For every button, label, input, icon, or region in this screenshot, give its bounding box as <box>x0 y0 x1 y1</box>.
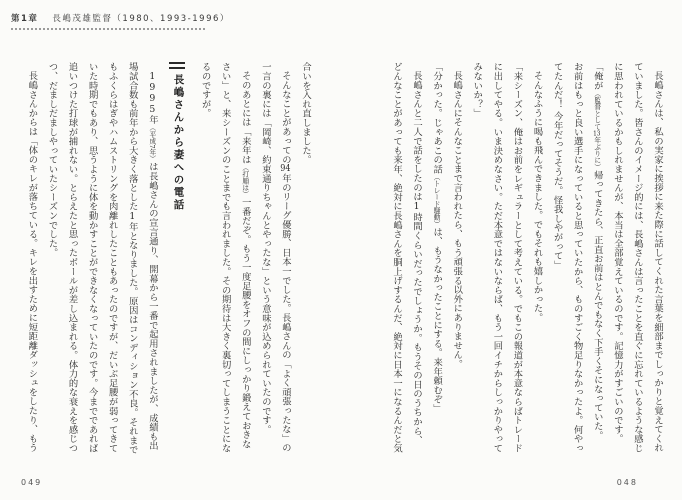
left-page-text <box>15 62 315 464</box>
page-number-left: 049 <box>21 478 43 487</box>
text-column: てたんだ！ 今年だってそうだ。怪我しやがって」 <box>551 62 563 270</box>
text-column: そんなことがあっての94年のリーグ優勝、日本一でした。長嶋さんの「よく頑張ったな」の <box>279 71 291 453</box>
text-column: 長嶋さんにそんなことまで言われたら、もう頑張る以外にありません。 <box>451 71 463 369</box>
text-column: ていました。皆さんのイメージ的には、長嶋さんは言ったことを直ぐに忘れているような感じ <box>631 62 643 453</box>
text-column: 場試合数も前年から大きく落とした1年となりました。原因はコンディション不良。それまで <box>126 62 138 455</box>
text-column: つ、だましだましやっていたシーズンでした。 <box>46 62 58 258</box>
text-column: 追いつけた打球が捕れない。とらえたと思ったボールが差し込まれる。体力的な衰えを感じつ <box>66 62 78 453</box>
text-column: 「来シーズン、俺はお前をレギュラーとして考えている。でもこの報道が本意ならばトレード <box>511 62 523 453</box>
running-head <box>11 12 230 30</box>
text-column: に思われているかもしれませんが、本当は全部覚えているのです。記憶力がすごいのです。 <box>611 62 623 444</box>
text-column: そのあとには「来年は（打順は）一番だぞ。もう一度足腰をオフの間にしっかり鍛えておきな <box>239 71 251 449</box>
text-column: 「分かった。じゃあこの話（トレード騒動）は、もうなかったことにする。来年頼むぞ」 <box>431 62 443 414</box>
text-column: そんなふうに喝も飛んできました。でもそれも嬉しかった。 <box>531 71 543 323</box>
text-column: 合いを入れ直しました。 <box>300 62 311 165</box>
text-column: 長嶋さんからは「体のキレが落ちている。キレを出すために短距離ダッシュをしたり、もう <box>26 71 38 453</box>
text-column: どんなことがあっても来年、絶対に長嶋さんを胴上げするんだ、絶対に日本一になるんだと気 <box>390 62 402 453</box>
text-column: 「俺が（監督として13年ぶりに）帰ってきたら、正直お前はとんでもなく下手くそになっていた。 <box>591 62 603 440</box>
right-page-text <box>375 62 667 464</box>
text-column: いた時期でもあり、思うように体を動かすことができなくなっていたのです。今までであれば <box>86 62 98 453</box>
section-heading <box>167 62 190 464</box>
text-column: もふくらはぎやハムストリングを肉離れしたこともあったのですが、だいぶ足腰が弱ってきて <box>106 62 118 453</box>
page-number-right: 048 <box>616 478 638 487</box>
text-column: 1995年（平成7年）は長嶋さんの宣言通り、開幕から一番で起用されましたが、成績も出 <box>146 71 158 451</box>
chapter-label: 第1章 <box>11 14 39 24</box>
text-column: 一言の裏には「岡崎、約束通りちゃんとやったな」という意味が込められていたのです。 <box>259 62 271 434</box>
chapter-title: 長嶋茂雄監督（1980、1993-1996） <box>52 14 230 24</box>
text-column: 長嶋さんは、私の実家に挨拶に来た際に話してくれた言葉を細部までしっかりと覚えてくれ <box>652 71 663 453</box>
text-column: さい」と、来シーズンのことまでも言われました。その期待は大きく裏切ってしまうことにな <box>219 62 231 453</box>
text-column: 長嶋さんと二人で話をしたのは1時間くらいだったでしょうか。もうその日のうちから、 <box>411 71 423 445</box>
section-heading-label: 長嶋さんから妻への電話 <box>172 74 185 212</box>
text-column: みないか？」 <box>471 62 483 118</box>
text-column: に出してやる。いま決めなさい。ただ本意ではないならば、もう一回イチからしっかりやって <box>491 62 503 453</box>
text-column: お前はもっと良い選手になっていると思っていたから、ものすごく物足りなかったよ。何やっ <box>571 62 583 453</box>
text-column: るのですが。 <box>199 62 211 118</box>
double-rule-icon <box>169 62 185 69</box>
